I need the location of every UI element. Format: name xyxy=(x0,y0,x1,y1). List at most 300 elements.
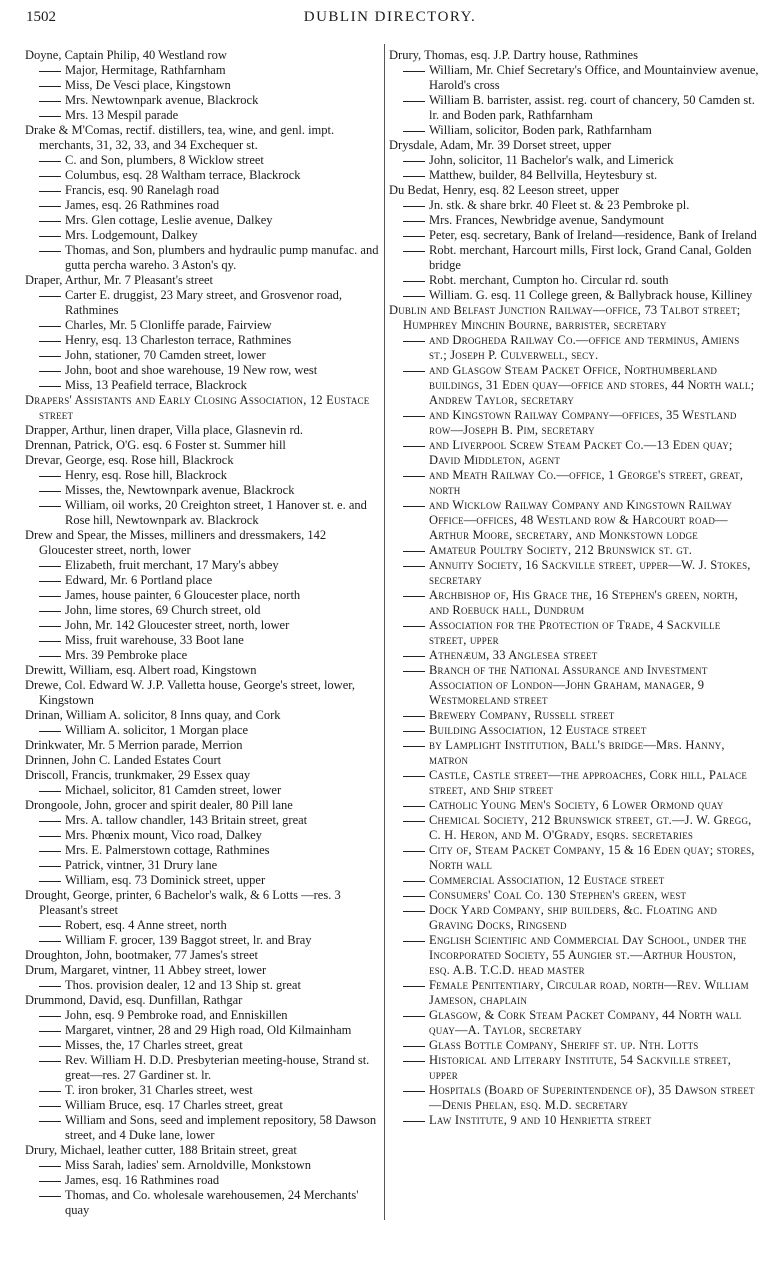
ditto-dash xyxy=(39,791,61,792)
entry-text: Patrick, vintner, 31 Drury lane xyxy=(65,858,218,872)
entry-text: Robt. merchant, Harcourt mills, First lock, Grand Canal, Golden bridge xyxy=(429,243,752,272)
ditto-dash xyxy=(39,656,61,657)
directory-entry xyxy=(389,198,759,213)
ditto-dash xyxy=(403,161,425,162)
entry-text: Rev. William H. D.D. Presbyterian meeting-house, Strand st. great—res. 27 Gardiner st. lr. xyxy=(65,1053,370,1082)
page-number: 1502 xyxy=(26,9,56,25)
ditto-dash xyxy=(39,596,61,597)
ditto-dash xyxy=(39,251,61,252)
entry-text: Drew and Spear, the Misses, milliners and dressmakers, 142 Gloucester street, north, lower xyxy=(25,528,327,557)
ditto-dash xyxy=(403,731,425,732)
entry-text: Henry, esq. 13 Charleston terrace, Rathmines xyxy=(65,333,292,347)
entry-text: Matthew, builder, 84 Bellvilla, Heytesbury st. xyxy=(429,168,658,182)
entry-text: Misses, the, 17 Charles street, great xyxy=(65,1038,243,1052)
entry-text: Drysdale, Adam, Mr. 39 Dorset street, upper xyxy=(389,138,612,152)
entry-text: Archbishop of, His Grace the, 16 Stephen's green, north, and Roebuck hall, Dundrum xyxy=(429,588,738,617)
ditto-dash xyxy=(403,716,425,717)
ditto-dash xyxy=(39,386,61,387)
ditto-dash xyxy=(403,1046,425,1047)
directory-entry xyxy=(389,588,759,618)
directory-entry xyxy=(25,333,381,348)
directory-entry xyxy=(389,408,759,438)
directory-entry xyxy=(25,993,381,1008)
ditto-dash xyxy=(39,1061,61,1062)
directory-entry xyxy=(25,528,381,558)
directory-entry xyxy=(25,573,381,588)
entry-text: John, esq. 9 Pembroke road, and Enniskillen xyxy=(65,1008,288,1022)
entry-text: Mrs. A. tallow chandler, 143 Britain street, great xyxy=(65,813,308,827)
directory-entry xyxy=(25,828,381,843)
directory-entry xyxy=(389,438,759,468)
directory-entry xyxy=(389,903,759,933)
directory-entry xyxy=(25,93,381,108)
ditto-dash xyxy=(403,551,425,552)
entry-text: Drury, Michael, leather cutter, 188 Britain street, great xyxy=(25,1143,297,1157)
directory-entry xyxy=(25,663,381,678)
entry-text: Drewitt, William, esq. Albert road, Kingstown xyxy=(25,663,257,677)
ditto-dash xyxy=(403,1121,425,1122)
directory-entry xyxy=(25,798,381,813)
entry-text: Drum, Margaret, vintner, 11 Abbey street, lower xyxy=(25,963,267,977)
entry-text: Glass Bottle Company, Sheriff st. up. Nth. Lotts xyxy=(429,1038,699,1052)
directory-entry xyxy=(389,663,759,708)
directory-entry xyxy=(25,933,381,948)
entry-text: Mrs. 13 Mespil parade xyxy=(65,108,179,122)
directory-entry xyxy=(25,78,381,93)
directory-entry xyxy=(25,588,381,603)
directory-entry xyxy=(389,468,759,498)
directory-entry xyxy=(389,813,759,843)
ditto-dash xyxy=(403,71,425,72)
ditto-dash xyxy=(39,491,61,492)
directory-entry xyxy=(25,648,381,663)
directory-entry xyxy=(389,228,759,243)
ditto-dash xyxy=(403,656,425,657)
entry-text: Brewery Company, Russell street xyxy=(429,708,615,722)
directory-entry xyxy=(389,768,759,798)
entry-text: and Meath Railway Co.—office, 1 George's street, great, north xyxy=(429,468,744,497)
directory-entry xyxy=(389,1053,759,1083)
entry-text: Miss Sarah, ladies' sem. Arnoldville, Monkstown xyxy=(65,1158,311,1172)
directory-entry xyxy=(389,243,759,273)
directory-entry xyxy=(25,168,381,183)
directory-entry xyxy=(389,648,759,663)
directory-entry xyxy=(25,438,381,453)
directory-entry xyxy=(389,363,759,408)
entry-text: Mrs. E. Palmerstown cottage, Rathmines xyxy=(65,843,270,857)
ditto-dash xyxy=(39,866,61,867)
entry-text: English Scientific and Commercial Day School, under the Incorporated Society, 55 Aungier st.—Arthur Houston, esq. A.B. T.C.D. head master xyxy=(429,933,747,977)
directory-entry xyxy=(389,498,759,543)
directory-entry xyxy=(25,753,381,768)
ditto-dash xyxy=(403,221,425,222)
entry-text: Major, Hermitage, Rathfarnham xyxy=(65,63,226,77)
directory-entry xyxy=(25,1008,381,1023)
ditto-dash xyxy=(403,236,425,237)
entry-text: William and Sons, seed and implement repository, 58 Dawson street, and 4 Duke lane, lower xyxy=(65,1113,377,1142)
directory-entry xyxy=(389,843,759,873)
directory-entry xyxy=(389,708,759,723)
ditto-dash xyxy=(39,1196,61,1197)
ditto-dash xyxy=(403,626,425,627)
directory-entry xyxy=(25,363,381,378)
directory-entry xyxy=(389,63,759,93)
entry-text: Jn. stk. & share brkr. 40 Fleet st. & 23 Pembroke pl. xyxy=(429,198,690,212)
entry-text: Commercial Association, 12 Eustace street xyxy=(429,873,665,887)
entry-text: Chemical Society, 212 Brunswick street, gt.—J. W. Gregg, C. H. Heron, and M. O'Grady, esqrs. secretaries xyxy=(429,813,752,842)
directory-entry xyxy=(389,723,759,738)
directory-entry xyxy=(389,123,759,138)
entry-text: Mrs. Lodgemount, Dalkey xyxy=(65,228,198,242)
ditto-dash xyxy=(403,776,425,777)
ditto-dash xyxy=(403,596,425,597)
ditto-dash xyxy=(403,911,425,912)
ditto-dash xyxy=(39,101,61,102)
ditto-dash xyxy=(403,1091,425,1092)
entry-text: Drongoole, John, grocer and spirit dealer, 80 Pill lane xyxy=(25,798,293,812)
ditto-dash xyxy=(39,476,61,477)
entry-text: C. and Son, plumbers, 8 Wicklow street xyxy=(65,153,264,167)
ditto-dash xyxy=(39,1016,61,1017)
entry-text: Mrs. 39 Pembroke place xyxy=(65,648,188,662)
ditto-dash xyxy=(39,191,61,192)
entry-text: William Bruce, esq. 17 Charles street, great xyxy=(65,1098,283,1112)
entry-text: John, stationer, 70 Camden street, lower xyxy=(65,348,266,362)
directory-entry xyxy=(25,963,381,978)
ditto-dash xyxy=(403,506,425,507)
ditto-dash xyxy=(403,296,425,297)
ditto-dash xyxy=(39,356,61,357)
ditto-dash xyxy=(39,926,61,927)
entry-text: Drought, George, printer, 6 Bachelor's walk, & 6 Lotts —res. 3 Pleasant's street xyxy=(25,888,341,917)
entry-text: Charles, Mr. 5 Clonliffe parade, Fairview xyxy=(65,318,272,332)
directory-entry xyxy=(25,1023,381,1038)
entry-text: Margaret, vintner, 28 and 29 High road, Old Kilmainham xyxy=(65,1023,352,1037)
ditto-dash xyxy=(39,296,61,297)
ditto-dash xyxy=(39,851,61,852)
entry-text: Columbus, esq. 28 Waltham terrace, Blackrock xyxy=(65,168,301,182)
entry-text: William, esq. 73 Dominick street, upper xyxy=(65,873,266,887)
directory-entry xyxy=(389,153,759,168)
entry-text: and Kingstown Railway Company—offices, 35 Westland row—Joseph B. Pim, secretary xyxy=(429,408,737,437)
entry-text: William, oil works, 20 Creighton street, 1 Hanover st. e. and Rose hill, Newtownpark av. Blackrock xyxy=(65,498,367,527)
entry-text: Droughton, John, bootmaker, 77 James's street xyxy=(25,948,258,962)
entry-text: Female Penitentiary, Circular road, north—Rev. William Jameson, chaplain xyxy=(429,978,749,1007)
entry-text: Mrs. Phœnix mount, Vico road, Dalkey xyxy=(65,828,262,842)
entry-text: by Lamplight Institution, Ball's bridge—Mrs. Hanny, matron xyxy=(429,738,725,767)
entry-text: William F. grocer, 139 Baggot street, lr. and Bray xyxy=(65,933,312,947)
directory-entry xyxy=(25,1158,381,1173)
directory-entry xyxy=(389,888,759,903)
entry-text: Drake & M'Comas, rectif. distillers, tea, wine, and genl. impt. merchants, 31, 32, 33, and 34 Exchequer st. xyxy=(25,123,335,152)
directory-entry xyxy=(25,273,381,288)
entry-text: Drennan, Patrick, O'G. esq. 6 Foster st. Summer hill xyxy=(25,438,286,452)
directory-entry xyxy=(25,978,381,993)
directory-entry xyxy=(389,1038,759,1053)
entry-text: Association for the Protection of Trade, 4 Sackville street, upper xyxy=(429,618,721,647)
directory-entry xyxy=(25,618,381,633)
directory-entry xyxy=(389,1113,759,1128)
ditto-dash xyxy=(403,1016,425,1017)
entry-text: Annuity Society, 16 Sackville street, upper—W. J. Stokes, secretary xyxy=(429,558,751,587)
entry-text: City of, Steam Packet Company, 15 & 16 Eden quay; stores, North wall xyxy=(429,843,755,872)
directory-entry xyxy=(389,618,759,648)
directory-entry xyxy=(25,108,381,123)
entry-text: John, Mr. 142 Gloucester street, north, lower xyxy=(65,618,290,632)
directory-entry xyxy=(389,738,759,768)
ditto-dash xyxy=(39,1181,61,1182)
ditto-dash xyxy=(403,206,425,207)
entry-text: Miss, De Vesci place, Kingstown xyxy=(65,78,231,92)
directory-entry xyxy=(25,123,381,153)
ditto-dash xyxy=(39,641,61,642)
directory-entry xyxy=(389,183,759,198)
directory-entry xyxy=(25,1188,381,1218)
entry-text: Dublin and Belfast Junction Railway—office, 73 Talbot street; Humphrey Minchin Bourne, barrister, secretary xyxy=(389,303,741,332)
entry-text: William. G. esq. 11 College green, & Ballybrack house, Killiney xyxy=(429,288,753,302)
entry-text: and Glasgow Steam Packet Office, Northumberland buildings, 31 Eden quay—office and stores, 44 North wall; Andrew Taylor, secretary xyxy=(429,363,755,407)
directory-entry xyxy=(389,978,759,1008)
entry-text: and Liverpool Screw Steam Packet Co.—13 Eden quay; David Middleton, agent xyxy=(429,438,733,467)
directory-entry xyxy=(389,873,759,888)
ditto-dash xyxy=(403,821,425,822)
ditto-dash xyxy=(39,206,61,207)
directory-entry xyxy=(25,678,381,708)
ditto-dash xyxy=(39,341,61,342)
ditto-dash xyxy=(403,101,425,102)
ditto-dash xyxy=(39,566,61,567)
ditto-dash xyxy=(403,806,425,807)
directory-entry xyxy=(25,918,381,933)
entry-text: Drinkwater, Mr. 5 Merrion parade, Merrion xyxy=(25,738,243,752)
ditto-dash xyxy=(403,566,425,567)
entry-text: William, Mr. Chief Secretary's Office, and Mountainview avenue, Harold's cross xyxy=(429,63,759,92)
entry-text: Miss, fruit warehouse, 33 Boot lane xyxy=(65,633,244,647)
directory-entry xyxy=(389,543,759,558)
ditto-dash xyxy=(39,71,61,72)
directory-entry xyxy=(25,63,381,78)
directory-entry xyxy=(25,393,381,423)
directory-entry xyxy=(25,1143,381,1158)
directory-entry xyxy=(389,273,759,288)
entry-text: Thomas, and Son, plumbers and hydraulic pump manufac. and gutta percha wareho. 3 Aston's qy. xyxy=(65,243,379,272)
ditto-dash xyxy=(39,821,61,822)
directory-entry xyxy=(25,843,381,858)
ditto-dash xyxy=(403,476,425,477)
directory-entry xyxy=(25,783,381,798)
entry-text: Athenæum, 33 Anglesea street xyxy=(429,648,598,662)
directory-entry xyxy=(25,213,381,228)
entry-text: Henry, esq. Rose hill, Blackrock xyxy=(65,468,227,482)
entry-text: Dock Yard Company, ship builders, &c. Floating and Graving Docks, Ringsend xyxy=(429,903,718,932)
entry-text: Branch of the National Assurance and Investment Association of London—John Graham, manager, 9 Westmoreland street xyxy=(429,663,708,707)
directory-entry xyxy=(25,288,381,318)
entry-text: John, lime stores, 69 Church street, old xyxy=(65,603,261,617)
directory-entry xyxy=(389,333,759,363)
directory-entry xyxy=(25,48,381,63)
entry-text: William, solicitor, Boden park, Rathfarnham xyxy=(429,123,652,137)
ditto-dash xyxy=(39,326,61,327)
entry-text: John, solicitor, 11 Bachelor's walk, and Limerick xyxy=(429,153,674,167)
ditto-dash xyxy=(403,341,425,342)
directory-entry xyxy=(25,1038,381,1053)
entry-text: Hospitals (Board of Superintendence of), 35 Dawson street—Denis Phelan, esq. M.D. secretary xyxy=(429,1083,755,1112)
entry-text: Elizabeth, fruit merchant, 17 Mary's abbey xyxy=(65,558,279,572)
entry-text: and Drogheda Railway Co.—office and terminus, Amiens st.; Joseph P. Culverwell, secy. xyxy=(429,333,740,362)
entry-text: Drapers' Assistants and Early Closing Association, 12 Eustace street xyxy=(25,393,370,422)
ditto-dash xyxy=(403,251,425,252)
ditto-dash xyxy=(39,221,61,222)
ditto-dash xyxy=(39,1046,61,1047)
entry-text: Consumers' Coal Co. 130 Stephen's green, west xyxy=(429,888,687,902)
directory-entry xyxy=(25,243,381,273)
ditto-dash xyxy=(39,626,61,627)
ditto-dash xyxy=(39,236,61,237)
directory-entry xyxy=(389,48,759,63)
ditto-dash xyxy=(403,881,425,882)
entry-text: Du Bedat, Henry, esq. 82 Leeson street, upper xyxy=(389,183,620,197)
directory-entry xyxy=(25,723,381,738)
ditto-dash xyxy=(403,986,425,987)
directory-entry xyxy=(25,1098,381,1113)
directory-entry xyxy=(25,198,381,213)
entry-text: Law Institute, 9 and 10 Henrietta street xyxy=(429,1113,652,1127)
directory-entry xyxy=(25,228,381,243)
entry-text: John, boot and shoe warehouse, 19 New row, west xyxy=(65,363,318,377)
directory-entry xyxy=(389,1083,759,1113)
entry-text: Thomas, and Co. wholesale warehousemen, 24 Merchants' quay xyxy=(65,1188,359,1217)
ditto-dash xyxy=(39,986,61,987)
entry-text: James, esq. 16 Rathmines road xyxy=(65,1173,220,1187)
entry-text: Amateur Poultry Society, 212 Brunswick st. gt. xyxy=(429,543,693,557)
entry-text: Mrs. Newtownpark avenue, Blackrock xyxy=(65,93,259,107)
entry-text: Drinan, William A. solicitor, 8 Inns quay, and Cork xyxy=(25,708,281,722)
entry-text: Francis, esq. 90 Ranelagh road xyxy=(65,183,220,197)
entry-text: T. iron broker, 31 Charles street, west xyxy=(65,1083,253,1097)
entry-text: Robt. merchant, Cumpton ho. Circular rd. south xyxy=(429,273,669,287)
entry-text: Carter E. druggist, 23 Mary street, and Grosvenor road, Rathmines xyxy=(65,288,343,317)
directory-entry xyxy=(25,1113,381,1143)
entry-text: Miss, 13 Peafield terrace, Blackrock xyxy=(65,378,247,392)
directory-entry xyxy=(25,378,381,393)
directory-entry xyxy=(389,558,759,588)
directory-entry xyxy=(25,813,381,828)
directory-entry xyxy=(389,1008,759,1038)
ditto-dash xyxy=(403,746,425,747)
entry-text: Drinnen, John C. Landed Estates Court xyxy=(25,753,222,767)
entry-text: Drewe, Col. Edward W. J.P. Valletta house, George's street, lower, Kingstown xyxy=(25,678,356,707)
entry-text: Castle, Castle street—the approaches, Cork hill, Palace street, and Ship street xyxy=(429,768,748,797)
column-divider xyxy=(384,44,385,1220)
ditto-dash xyxy=(39,161,61,162)
entry-text: William A. solicitor, 1 Morgan place xyxy=(65,723,249,737)
directory-entry xyxy=(389,213,759,228)
directory-entry xyxy=(389,288,759,303)
entry-text: Mrs. Glen cottage, Leslie avenue, Dalkey xyxy=(65,213,273,227)
ditto-dash xyxy=(39,506,61,507)
ditto-dash xyxy=(39,86,61,87)
entry-text: Michael, solicitor, 81 Camden street, lower xyxy=(65,783,282,797)
directory-entry xyxy=(25,1173,381,1188)
entry-text: Historical and Literary Institute, 54 Sackville street, upper xyxy=(429,1053,732,1082)
entry-text: Robert, esq. 4 Anne street, north xyxy=(65,918,227,932)
ditto-dash xyxy=(403,131,425,132)
page-header xyxy=(26,9,754,29)
directory-entry xyxy=(389,138,759,153)
ditto-dash xyxy=(403,281,425,282)
entry-text: Misses, the, Newtownpark avenue, Blackrock xyxy=(65,483,295,497)
entry-text: Driscoll, Francis, trunkmaker, 29 Essex quay xyxy=(25,768,251,782)
entry-text: Mrs. Frances, Newbridge avenue, Sandymount xyxy=(429,213,665,227)
ditto-dash xyxy=(403,371,425,372)
directory-entry xyxy=(25,1053,381,1083)
ditto-dash xyxy=(403,671,425,672)
directory-entry xyxy=(25,768,381,783)
ditto-dash xyxy=(403,851,425,852)
ditto-dash xyxy=(39,836,61,837)
ditto-dash xyxy=(39,116,61,117)
ditto-dash xyxy=(39,941,61,942)
directory-entry xyxy=(25,453,381,468)
ditto-dash xyxy=(403,416,425,417)
entry-text: Thos. provision dealer, 12 and 13 Ship st. great xyxy=(65,978,301,992)
directory-entry xyxy=(389,303,759,333)
ditto-dash xyxy=(39,1106,61,1107)
entry-text: Peter, esq. secretary, Bank of Ireland—residence, Bank of Ireland xyxy=(429,228,757,242)
ditto-dash xyxy=(403,896,425,897)
ditto-dash xyxy=(39,1091,61,1092)
ditto-dash xyxy=(403,941,425,942)
directory-entry xyxy=(25,708,381,723)
ditto-dash xyxy=(39,1166,61,1167)
entry-text: Glasgow, & Cork Steam Packet Company, 44 North wall quay—A. Taylor, secretary xyxy=(429,1008,742,1037)
ditto-dash xyxy=(39,1121,61,1122)
entry-text: Drummond, David, esq. Dunfillan, Rathgar xyxy=(25,993,243,1007)
directory-entry xyxy=(25,873,381,888)
ditto-dash xyxy=(39,881,61,882)
entry-text: James, house painter, 6 Gloucester place, north xyxy=(65,588,301,602)
entry-text: James, esq. 26 Rathmines road xyxy=(65,198,220,212)
directory-entry xyxy=(25,153,381,168)
directory-entry xyxy=(25,633,381,648)
directory-entry xyxy=(389,798,759,813)
running-title: DUBLIN DIRECTORY. xyxy=(303,9,477,25)
entry-text: Catholic Young Men's Society, 6 Lower Ormond quay xyxy=(429,798,724,812)
ditto-dash xyxy=(403,1061,425,1062)
ditto-dash xyxy=(39,1031,61,1032)
directory-entry xyxy=(25,948,381,963)
directory-entry xyxy=(25,498,381,528)
ditto-dash xyxy=(39,611,61,612)
directory-entry xyxy=(389,168,759,183)
left-column xyxy=(25,48,381,1218)
directory-entry xyxy=(25,483,381,498)
entry-text: Drapper, Arthur, linen draper, Villa place, Glasnevin rd. xyxy=(25,423,303,437)
directory-entry xyxy=(25,318,381,333)
directory-entry xyxy=(25,1083,381,1098)
directory-entry xyxy=(25,888,381,918)
directory-entry xyxy=(389,933,759,978)
directory-entry xyxy=(25,468,381,483)
entry-text: Drury, Thomas, esq. J.P. Dartry house, Rathmines xyxy=(389,48,638,62)
directory-entry xyxy=(25,603,381,618)
directory-entry xyxy=(25,423,381,438)
ditto-dash xyxy=(403,446,425,447)
ditto-dash xyxy=(39,581,61,582)
entry-text: Draper, Arthur, Mr. 7 Pleasant's street xyxy=(25,273,214,287)
entry-text: Edward, Mr. 6 Portland place xyxy=(65,573,213,587)
ditto-dash xyxy=(39,176,61,177)
